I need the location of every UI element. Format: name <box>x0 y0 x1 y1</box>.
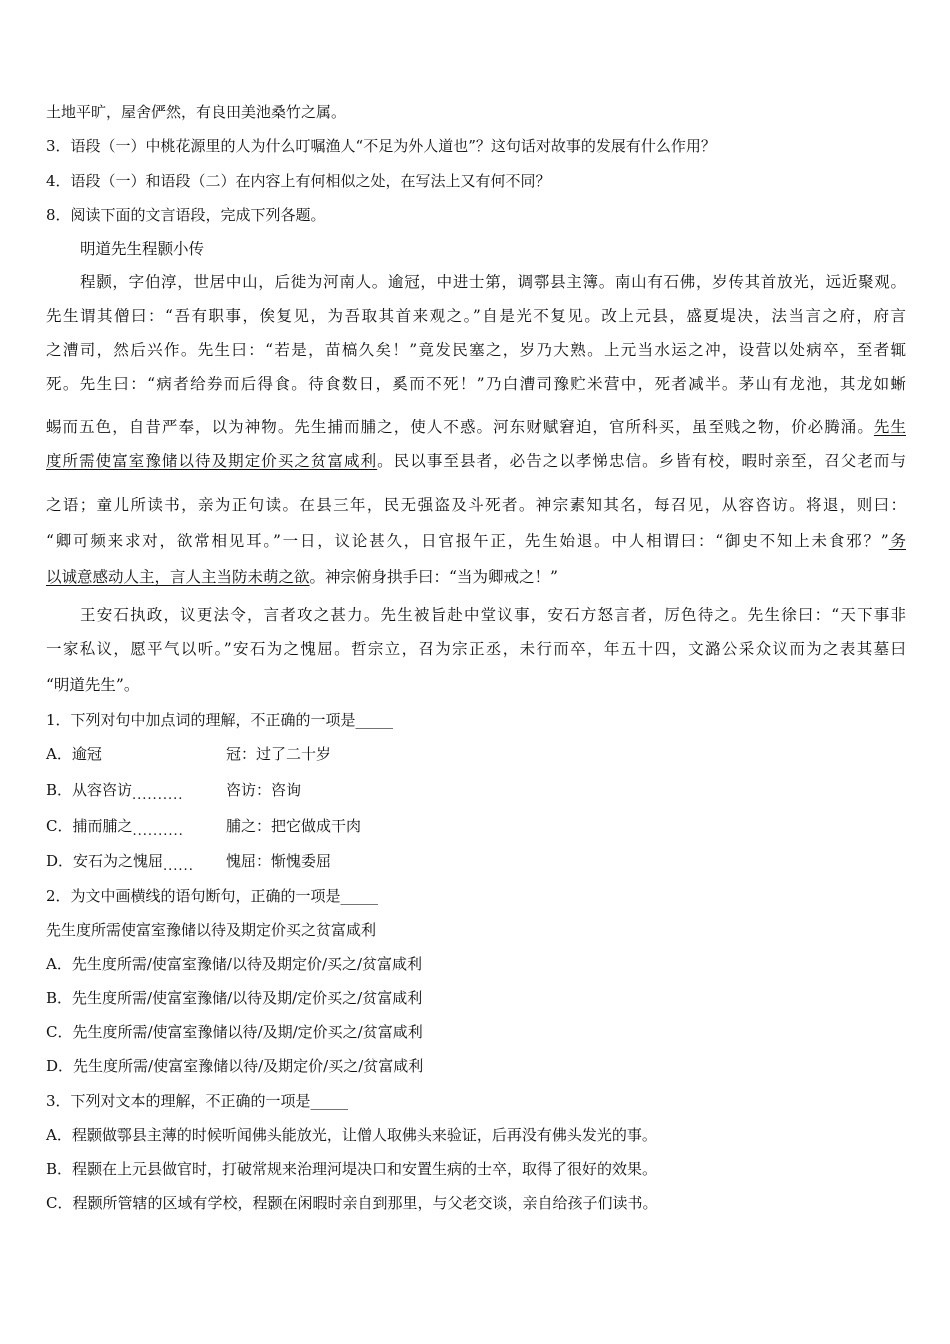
passage-line: 程颢，字伯淳，世居中山，后徙为河南人。逾冠，中进士第，调鄠县主簿。南山有石佛，岁传其首放光，远近聚观。 <box>80 273 906 291</box>
passage-line: 一家私议，愿平气以听。”安石为之愧屈。哲宗立，召为宗正丞，未行而卒，年五十四，文潞公采众议而为之表其墓曰 <box>46 640 906 658</box>
emphasis-dots: .......... <box>132 824 184 839</box>
passage-text: 。神宗俯身拱手曰：“当为卿戒之！” <box>309 568 558 586</box>
question-3: 3．语段（一）中桃花源里的人为什么叮嘱渔人“不足为外人道也”？这句话对故事的发展有什么作用？ <box>46 137 716 155</box>
option-label: B．从容咨访 <box>46 781 133 799</box>
passage-line <box>46 567 558 587</box>
q2-option-d[interactable]: D．先生度所需/使富室豫储以待/及期定价/买之/贫富咸利 <box>46 1057 424 1075</box>
option-label: C．捕而脯之 <box>46 817 133 835</box>
q3-option-b[interactable]: B．程颢在上元县做官时，打破常规来治理河堤决口和安置生病的士卒，取得了很好的效果。 <box>46 1160 658 1178</box>
underlined-sentence: 先生 <box>873 418 906 436</box>
question-3-reading: 3．下列对文本的理解，不正确的一项是_____ <box>46 1092 349 1110</box>
underlined-sentence: 以诚意感动人主，言人主当防未萌之欲 <box>46 568 310 586</box>
passage-line: 先生谓其僧曰：“吾有职事，俟复见，为吾取其首来观之。”自是光不复见。改上元县，盛夏堤决，法当言之府，府言 <box>46 307 906 325</box>
passage-line <box>46 417 906 437</box>
q2-option-c[interactable]: C．先生度所需/使富室豫储以待/及期/定价买之/贫富咸利 <box>46 1023 423 1041</box>
option-gloss: 脯之：把它做成干肉 <box>226 817 362 835</box>
text-line: 土地平旷，屋舍俨然，有良田美池桑竹之属。 <box>46 103 347 121</box>
q1-option-a[interactable] <box>46 744 102 764</box>
option-gloss: 愧屈：惭愧委屈 <box>226 852 332 870</box>
option-label: A．逾冠 <box>46 745 102 763</box>
passage-text: 蜴而五色，自昔严奉，以为神物。先生捕而脯之，使人不惑。河东财赋窘迫，官所科买，虽至贱之物，价必腾涌。 <box>46 418 874 436</box>
passage-line: “明道先生”。 <box>46 676 140 694</box>
q1-option-b[interactable] <box>46 780 183 806</box>
question-1: 1．下列对句中加点词的理解，不正确的一项是_____ <box>46 711 394 729</box>
passage-line: 之漕司，然后兴作。先生曰：“若是，苗槁久矣！”竟发民塞之，岁乃大熟。上元当水运之冲，设营以处病卒，至者辄 <box>46 341 906 359</box>
passage-text: “卿可频来求对，欲常相见耳。”一日，议论甚久，日官报午正，先生始退。中人相谓曰：“御史不知上未食邪？” <box>46 532 889 550</box>
emphasis-dots: .......... <box>132 788 184 803</box>
option-gloss: 咨访：咨询 <box>226 781 302 799</box>
q1-option-d[interactable] <box>46 851 194 877</box>
passage-title: 明道先生程颢小传 <box>80 240 205 258</box>
passage-line: 王安石执政，议更法令，言者攻之甚力。先生被旨赴中堂议事，安石方怒言者，厉色待之。先生徐曰：“天下事非 <box>80 606 906 624</box>
question-8-intro: 8．阅读下面的文言语段，完成下列各题。 <box>46 206 326 224</box>
passage-line <box>46 451 906 471</box>
passage-line <box>46 531 906 551</box>
emphasis-dots: ...... <box>163 859 194 874</box>
passage-line: 死。先生曰：“病者给券而后得食。待食数日，奚而不死！”乃白漕司豫贮米营中，死者减半。茅山有龙池，其龙如蜥 <box>46 375 906 393</box>
q2-option-b[interactable]: B．先生度所需/使富室豫储/以待及期/定价买之/贫富咸利 <box>46 989 423 1007</box>
passage-line: 之语；童儿所读书，亲为正句读。在县三年，民无强盗及斗死者。神宗素知其名，每召见，从容咨访。将退，则曰： <box>46 496 906 514</box>
option-label: D．安石为之愧屈 <box>46 852 164 870</box>
q3-option-a[interactable]: A．程颢做鄠县主薄的时候听闻佛头能放光，让僧人取佛头来验证，后再没有佛头发光的事。 <box>46 1126 657 1144</box>
q1-option-c[interactable] <box>46 816 184 842</box>
question-2-sentence: 先生度所需使富室豫储以待及期定价买之贫富咸利 <box>46 921 377 939</box>
q2-option-a[interactable]: A．先生度所需/使富室豫储/以待及期定价/买之/贫富咸利 <box>46 955 423 973</box>
question-2: 2．为文中画横线的语句断句，正确的一项是_____ <box>46 887 379 905</box>
question-4: 4．语段（一）和语段（二）在内容上有何相似之处，在写法上又有何不同？ <box>46 172 551 190</box>
passage-text: 。民以事至县者，必告之以孝悌忠信。乡皆有校，暇时亲至，召父老而与 <box>377 452 906 470</box>
q3-option-c[interactable]: C．程颢所管辖的区域有学校，程颢在闲暇时亲自到那里，与父老交谈，亲自给孩子们读书。 <box>46 1194 658 1212</box>
underlined-sentence: 务 <box>888 532 906 550</box>
underlined-sentence: 度所需使富室豫储以待及期定价买之贫富咸利 <box>46 452 378 470</box>
option-gloss: 冠：过了二十岁 <box>226 745 332 763</box>
